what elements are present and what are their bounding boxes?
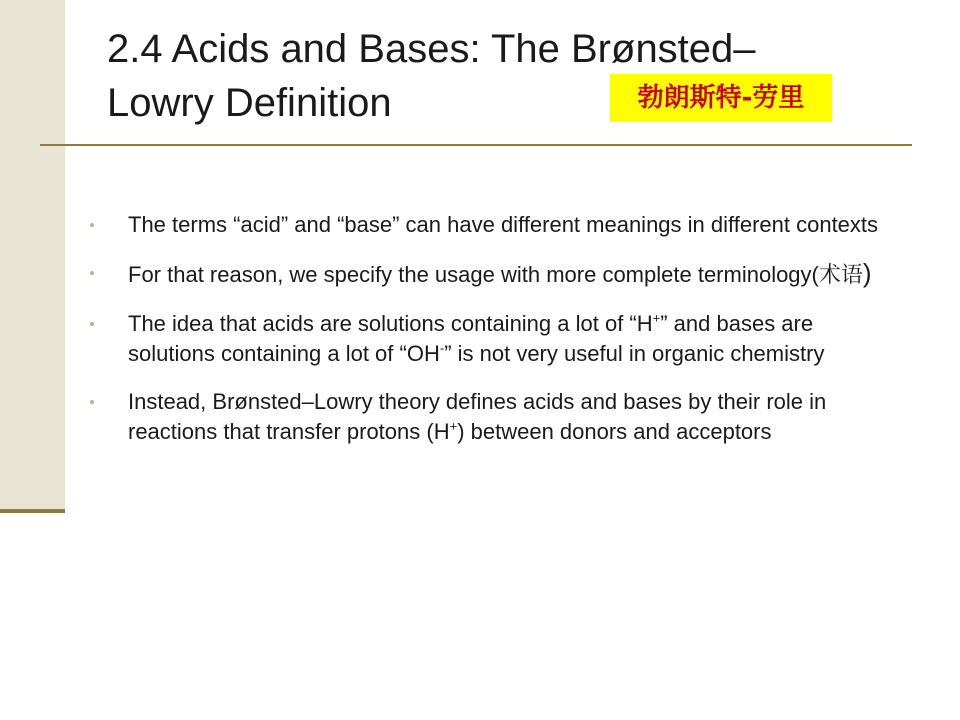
title-divider <box>40 144 912 146</box>
bullet-dot-icon <box>90 271 94 275</box>
bullet-list <box>90 210 880 465</box>
left-decorative-band <box>0 0 65 512</box>
bullet-item <box>90 258 880 291</box>
bullet-text: Instead, Brønsted–Lowry theory defines acids and bases by their role in reactions that transfer protons (H <box>128 389 827 444</box>
chinese-term: 术语 <box>818 263 863 288</box>
chinese-translation-badge: 勃朗斯特-劳里 <box>610 74 832 122</box>
bullet-text: For that reason, we specify the usage with more complete terminology( <box>128 262 819 287</box>
superscript-minus: - <box>439 340 445 356</box>
bullet-text: The idea that acids are solutions containing a lot of “H <box>128 311 653 336</box>
bullet-item <box>90 309 880 369</box>
superscript-plus: + <box>652 310 661 326</box>
superscript-plus: + <box>449 418 458 434</box>
bullet-item <box>90 210 880 240</box>
title-line-2: Lowry Definition <box>107 81 392 125</box>
title-line-1: 2.4 Acids and Bases: The Brønsted– <box>107 27 756 71</box>
bullet-text: The terms “acid” and “base” can have different meanings in different contexts <box>128 212 879 237</box>
left-band-rule <box>0 509 65 513</box>
bullet-dot-icon <box>90 322 94 326</box>
bullet-item <box>90 387 880 447</box>
bullet-dot-icon <box>90 223 94 227</box>
bullet-text: ” and bases are solutions containing a lot of “OH <box>128 311 814 366</box>
bullet-text: ” is not very useful in organic chemistry <box>444 341 825 366</box>
bullet-dot-icon <box>90 400 94 404</box>
bullet-text: ) between donors and acceptors <box>457 419 772 444</box>
closing-paren: ) <box>862 258 872 288</box>
